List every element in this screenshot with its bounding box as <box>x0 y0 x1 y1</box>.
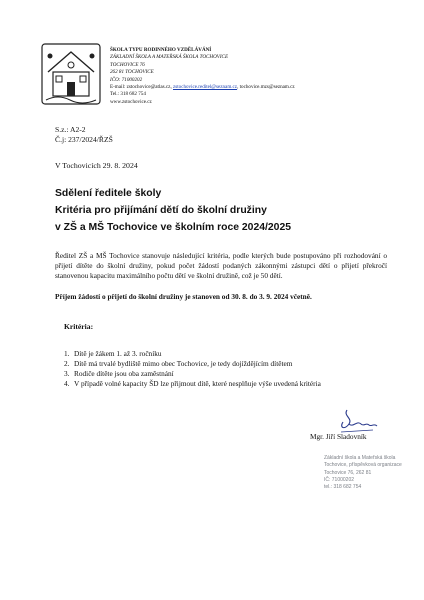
criteria-item <box>64 379 321 389</box>
criteria-text: V případě volné kapacity ŠD lze přijmout dítě, které nesplňuje výše uvedená kritéria <box>74 379 321 388</box>
letterhead-emails <box>110 84 410 91</box>
stamp-line: Tochovice, příspěvková organizace <box>324 462 402 469</box>
letterhead-school-type: ŠKOLA TYPU RODINNÉHO VZDĚLÁVÁNÍ <box>110 47 212 53</box>
criteria-item <box>64 369 321 379</box>
stamp-line: Základní škola a Mateřská škola <box>324 455 396 461</box>
reference-cj: Č.j: 237/2024/ŘZŠ <box>55 135 113 144</box>
criteria-item <box>64 359 321 369</box>
email-2-link[interactable]: zstochovice.reditel@seznam.cz <box>172 84 238 91</box>
criteria-text: Rodiče dítěte jsou oba zaměstnání <box>74 369 174 378</box>
stamp-line: tel.: 318 682 754 <box>324 484 362 491</box>
criteria-number: 1. <box>64 349 70 358</box>
email-separator-2: , tochovice.mzs@seznam.cz <box>237 84 295 91</box>
school-stamp <box>324 455 414 491</box>
criteria-number: 4. <box>64 379 70 388</box>
title-line-2: Kritéria pro přijímání dětí do školní družiny <box>55 205 267 216</box>
title-line-3: v ZŠ a MŠ Tochovice ve školním roce 2024/2025 <box>55 222 292 233</box>
application-period: Příjem žádostí o přijetí do školní družiny je stanoven od 30. 8. do 3. 9. 2024 včetně. <box>55 292 312 301</box>
letterhead-street: TOCHOVICE 76 <box>110 61 145 68</box>
letterhead-ico: IČO: 71000202 <box>110 76 143 83</box>
stamp-line: IČ: 71000202 <box>324 476 355 483</box>
email-1[interactable]: zstochovice@atlas.cz <box>126 84 171 91</box>
letterhead <box>110 47 410 106</box>
criteria-heading: Kritéria: <box>64 322 94 331</box>
date-line: V Tochovicích 29. 8. 2024 <box>55 161 138 170</box>
letterhead-phone: Tel.: 318 682 754 <box>110 91 146 98</box>
letterhead-web[interactable]: www.zstochovice.cz <box>110 98 152 105</box>
reference-block <box>55 125 113 145</box>
signer-name: Mgr. Jiří Sladovník <box>310 432 367 441</box>
email-prefix: E-mail: <box>110 84 127 91</box>
school-building-logo-icon <box>40 42 102 106</box>
email-separator-1: , <box>170 84 173 91</box>
title-line-1: Sdělení ředitele školy <box>55 188 162 199</box>
criteria-number: 3. <box>64 369 70 378</box>
criteria-list <box>64 349 321 389</box>
intro-paragraph: Ředitel ZŠ a MŠ Tochovice stanovuje následující kritéria, podle kterých bude postupováno při rozhodování o přijetí dítěte do školní družiny, pokud počet žádostí podaných zákonnými zástupci dětí o přijetí překročí stanovenou kapacitu maximálního počtu dětí ve školní družině, což je 50 dětí. <box>55 251 387 281</box>
stamp-line: Tochovice 76, 262 81 <box>324 469 372 476</box>
document-title <box>55 185 385 236</box>
criteria-text: Dítě je žákem 1. až 3. ročníku <box>74 349 162 358</box>
criteria-number: 2. <box>64 359 70 368</box>
letterhead-school-name: ZÁKLADNÍ ŠKOLA A MATEŘSKÁ ŠKOLA TOCHOVICE <box>110 54 229 61</box>
reference-sz: S.z.: A2-2 <box>55 125 86 134</box>
criteria-text: Dítě má trvalé bydliště mimo obec Tochovice, je tedy dojíždějícím dítětem <box>74 359 293 368</box>
criteria-item <box>64 349 321 359</box>
letterhead-city: 262 81 TOCHOVICE <box>110 69 154 76</box>
